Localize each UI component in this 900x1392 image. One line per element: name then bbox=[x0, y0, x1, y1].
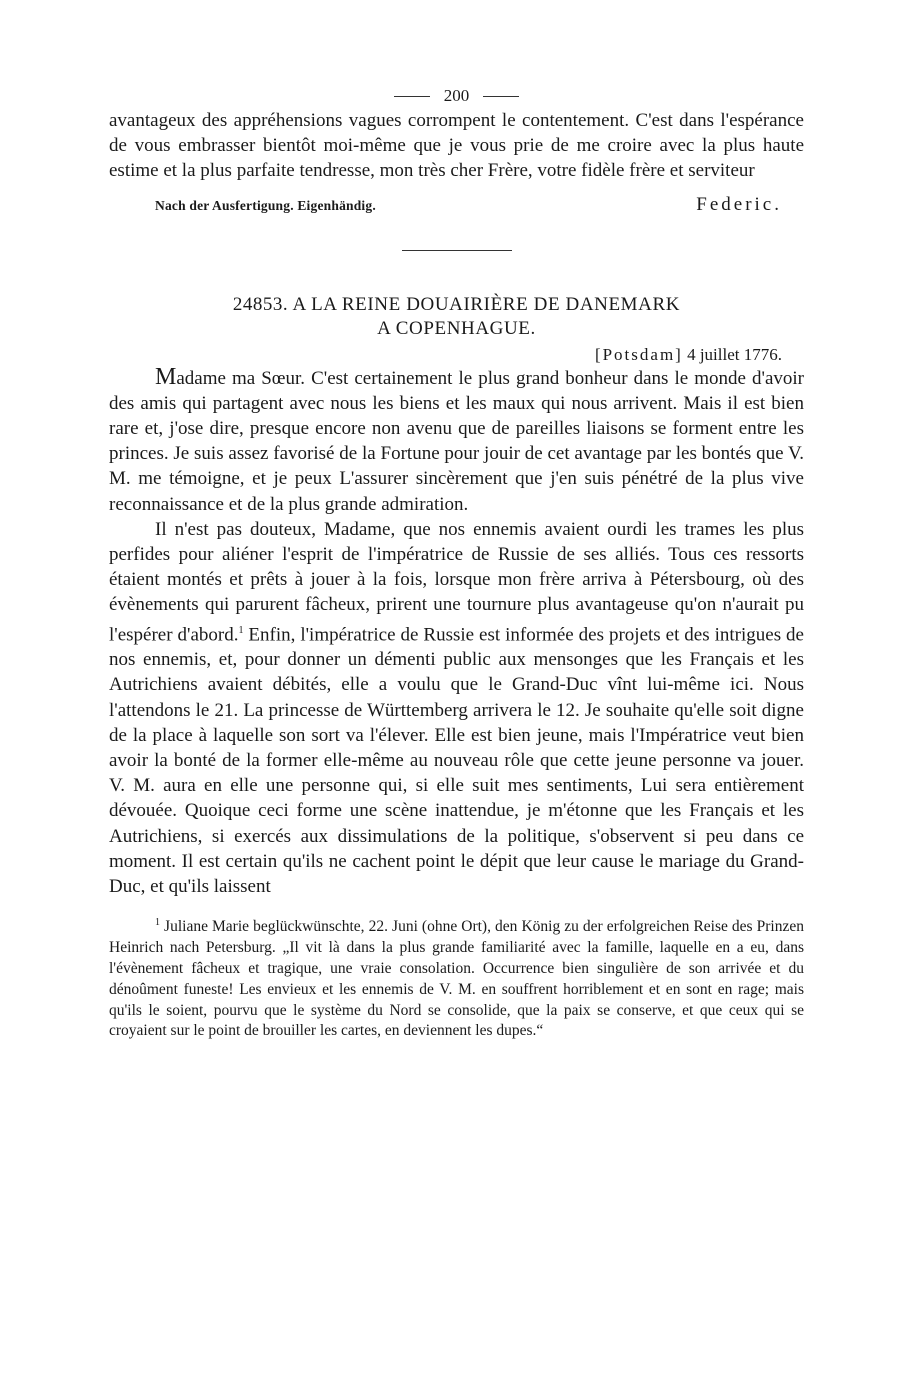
letter-recipient-line1: A LA REINE DOUAIRIÈRE DE DANEMARK bbox=[292, 293, 681, 315]
header-dash-right bbox=[483, 96, 519, 97]
salutation-initial: M bbox=[155, 363, 177, 390]
paragraph-2-text-a: Il n'est pas douteux, Madame, que nos ennemis avaient ourdi les trames les plus perfides pour aliéner l'esprit de l'impératrice de Russie de ses alliés. Tous ces ressorts étaient montés et prêts à jouer à la fois, lorsque mon frère arriva à Pétersbourg, où des évènements qui parurent fâcheux, prirent une tournure plus avantageuse qu'on n'aurait pu l'espérer d'abord. bbox=[109, 518, 804, 645]
footnote-1-text: Juliane Marie beglückwünschte, 22. Juni (ohne Ort), den König zu der erfolgreichen Reise des Prinzen Heinrich nach Petersburg. „Il vit là dans la plus grande familiarité avec la famille, laquelle en a eu, dans l'évènement fâcheux et tragique, une vraie consolation. Occurrence bien singulière de son arrivée et du dénoûment funeste! Les envieux et les ennemis de V. M. en souffrent horriblement et en sont en rage; mais qu'ils le soient, pourvu que le système du Nord se consolide, que la paix se conserve, et que ceux qui se croyaient sur le point de brouiller les cartes, en deviennent les dupes.“ bbox=[109, 918, 804, 1040]
footnote-1 bbox=[109, 913, 804, 1042]
letter-date bbox=[109, 345, 804, 365]
section-divider bbox=[402, 250, 512, 251]
paragraph-1-text: adame ma Sœur. C'est certainement le plus grand bonheur dans le monde d'avoir des amis qui partagent avec nous les biens et les maux qui nous arrivent. Mais il est bien rare et, j'ose dire, presque encore non avenu que de pareilles liaisons se forment entre les princes. Je suis assez favorisé de la Fortune pour jouir de cet avantage par les bontés que V. M. me témoigne, et je peux L'assurer sincèrement que j'en suis pénétré de la plus vive reconnaissance et de la plus grande admiration. bbox=[109, 367, 804, 515]
footnote-marker: 1 bbox=[155, 917, 160, 929]
header-dash-left bbox=[394, 96, 430, 97]
date-text: 4 juillet 1776. bbox=[687, 344, 782, 364]
paragraph-2-text-b: Enfin, l'impératrice de Russie est informée des projets et des intrigues de nos ennemis, et, pour donner un démenti public aux mensonges que les Français et les Autrichiens avaient débités, elle a voulu que le Grand-Duc vînt lui-même ici. Nous l'attendons le 21. La princesse de Württemberg arrivera le 12. Je souhaite qu'elle soit digne de la place à laquelle son sort va l'élever. Elle est bien jeune, mais l'Impératrice veut bien avoir la bonté de la former elle-même au nouveau rôle que cette jeune personne va jouer. V. M. aura en elle une personne qui, si elle suit mes sentiments, Lui sera entièrement dévouée. Quoique ceci forme une scène inattendue, je m'étonne que les Français et les Autrichiens, si exercés aux dissimulations de la politique, s'observent si peu dans ce moment. Il est certain qu'ils ne cachent point le dépit que leur cause le mariage du Grand-Duc, et qu'ils laissent bbox=[109, 623, 804, 897]
footnotes bbox=[109, 913, 804, 1042]
document-page bbox=[109, 84, 804, 1042]
signature-line bbox=[109, 194, 804, 216]
continuation-paragraph: avantageux des appréhensions vagues corrompent le contentement. C'est dans l'espérance de vous embrasser bientôt moi-même que je vous prie de me croire avec la plus haute estime et la plus parfaite tendresse, mon très cher Frère, votre fidèle frère et serviteur bbox=[109, 110, 804, 182]
letter-number: 24853. bbox=[232, 293, 289, 315]
signature: Federic. bbox=[696, 193, 782, 215]
letter-paragraph-1 bbox=[109, 365, 804, 517]
page-number: 200 bbox=[443, 86, 470, 105]
letter-paragraph-2 bbox=[109, 517, 804, 899]
source-note: Nach der Ausfertigung. Eigenhändig. bbox=[155, 197, 376, 213]
letter-recipient-line2: A COPENHAGUE. bbox=[377, 317, 536, 339]
date-place: [Potsdam] bbox=[594, 344, 683, 364]
footnote-reference[interactable]: 1 bbox=[238, 624, 244, 636]
page-number-header bbox=[109, 84, 804, 108]
letter-heading bbox=[109, 293, 804, 341]
